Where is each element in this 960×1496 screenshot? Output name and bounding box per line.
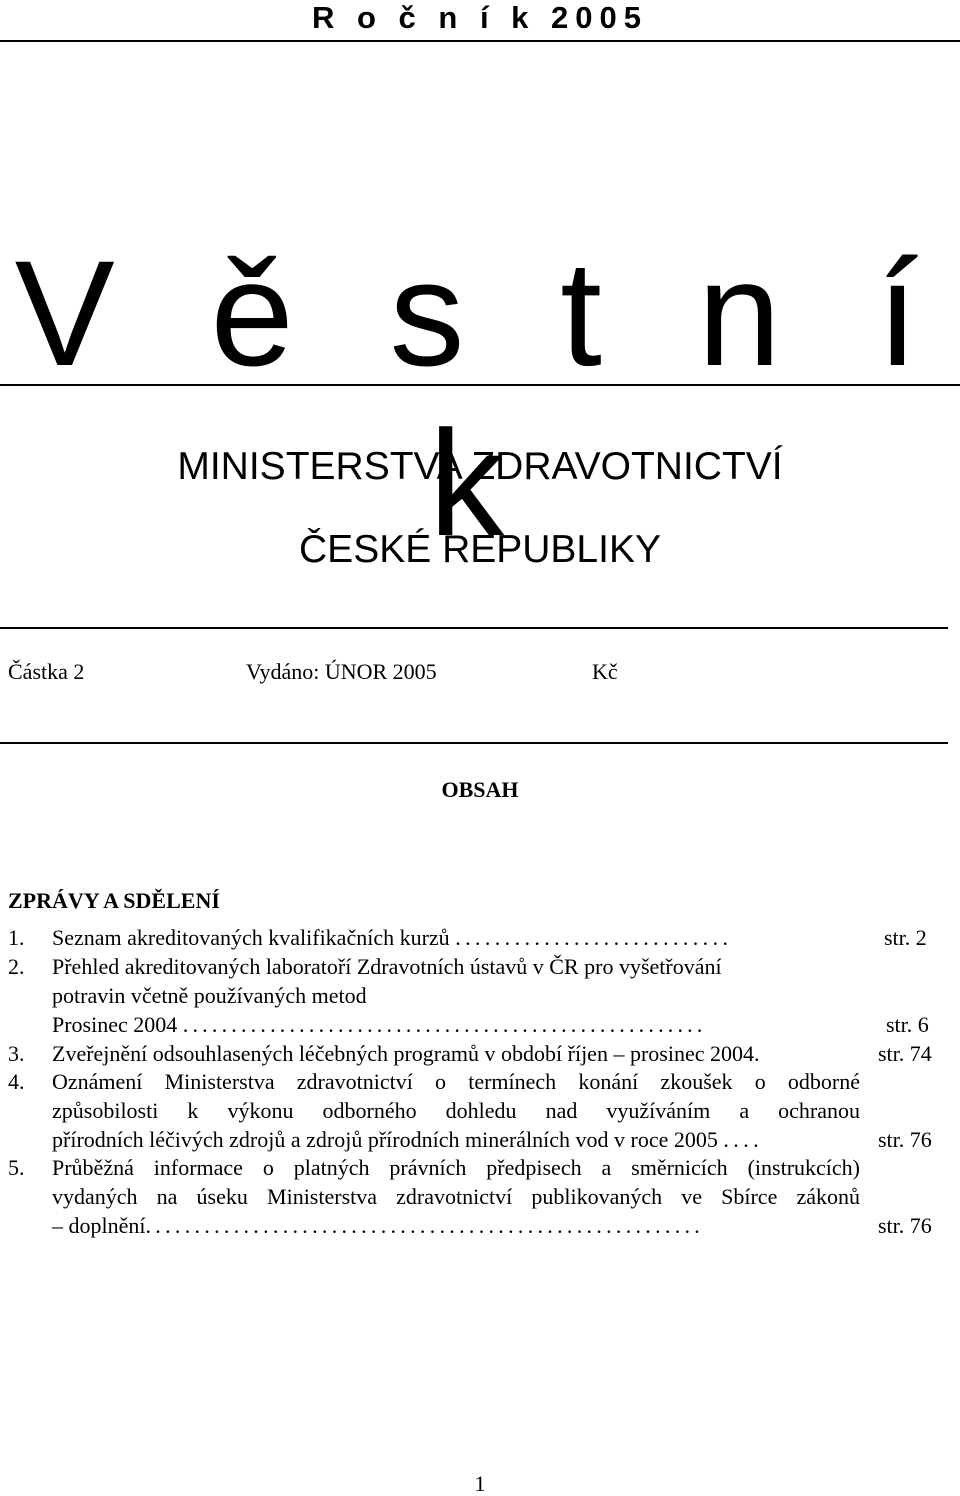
top-rule: [0, 40, 960, 42]
toc-item-page: str. 74: [878, 1041, 932, 1066]
toc-item-title: Přehled akreditovaných laboratoří Zdravotních ústavů v ČR pro vyšetřování: [52, 954, 722, 979]
toc-item-title: – doplnění.........................................................: [52, 1213, 705, 1238]
toc-item-title: Zveřejnění odsouhlasených léčebných programů v období říjen – prosinec 2004.: [52, 1041, 760, 1066]
ministry-name: MINISTERSTVA ZDRAVOTNICTVÍ: [177, 445, 783, 488]
contents-heading: OBSAH: [441, 777, 519, 802]
toc-item-title: Seznam akreditovaných kvalifikačních kurzů ............................: [52, 925, 733, 950]
masthead-rule: [0, 384, 960, 386]
toc-item-number: 4.: [8, 1069, 25, 1094]
issue-top-rule: [0, 627, 948, 629]
toc-item-title: přírodních léčivých zdrojů a zdrojů přírodních minerálních vod v roce 2005 ....: [52, 1127, 764, 1152]
issue-bottom-rule: [0, 742, 948, 744]
toc-leader-dots: ............................: [455, 925, 733, 950]
toc-item-page: str. 76: [878, 1127, 932, 1152]
toc-item-title: Prosinec 2004 ......................................................: [52, 1012, 707, 1037]
toc-item-page: str. 2: [884, 925, 927, 950]
volume-year: R o č n í k 2005: [312, 0, 648, 35]
toc-item-page: str. 76: [878, 1213, 932, 1238]
toc-item-title: Průběžná informace o platných právních předpisech a směrnicích (instrukcích): [52, 1155, 860, 1180]
toc-leader-dots: ....: [723, 1127, 764, 1152]
page-number: 1: [474, 1471, 486, 1496]
toc-item-title: potravin včetně používaných metod: [52, 983, 367, 1008]
toc-item-number: 2.: [8, 954, 25, 979]
masthead-title: V ě s t n í k: [14, 229, 946, 567]
toc-item-title: způsobilosti k výkonu odborného dohledu nad využíváním a ochranou: [52, 1098, 860, 1123]
toc-item-number: 5.: [8, 1155, 25, 1180]
issue-part: Částka 2: [8, 659, 85, 684]
section-heading: ZPRÁVY A SDĚLENÍ: [8, 888, 220, 913]
issue-price: Kč: [592, 659, 618, 684]
toc-item-number: 1.: [8, 925, 25, 950]
toc-item-page: str. 6: [886, 1012, 929, 1037]
issue-date: Vydáno: ÚNOR 2005: [246, 659, 437, 684]
toc-item-title: vydaných na úseku Ministerstva zdravotnictví publikovaných ve Sbírce zákonů: [52, 1184, 860, 1209]
toc-leader-dots: .........................................................: [145, 1213, 705, 1238]
toc-leader-dots: ......................................................: [182, 1012, 707, 1037]
toc-item-number: 3.: [8, 1041, 25, 1066]
ministry-country: ČESKÉ REPUBLIKY: [299, 528, 661, 571]
toc-item-title: Oznámení Ministerstva zdravotnictví o termínech konání zkoušek o odborné: [52, 1069, 860, 1094]
